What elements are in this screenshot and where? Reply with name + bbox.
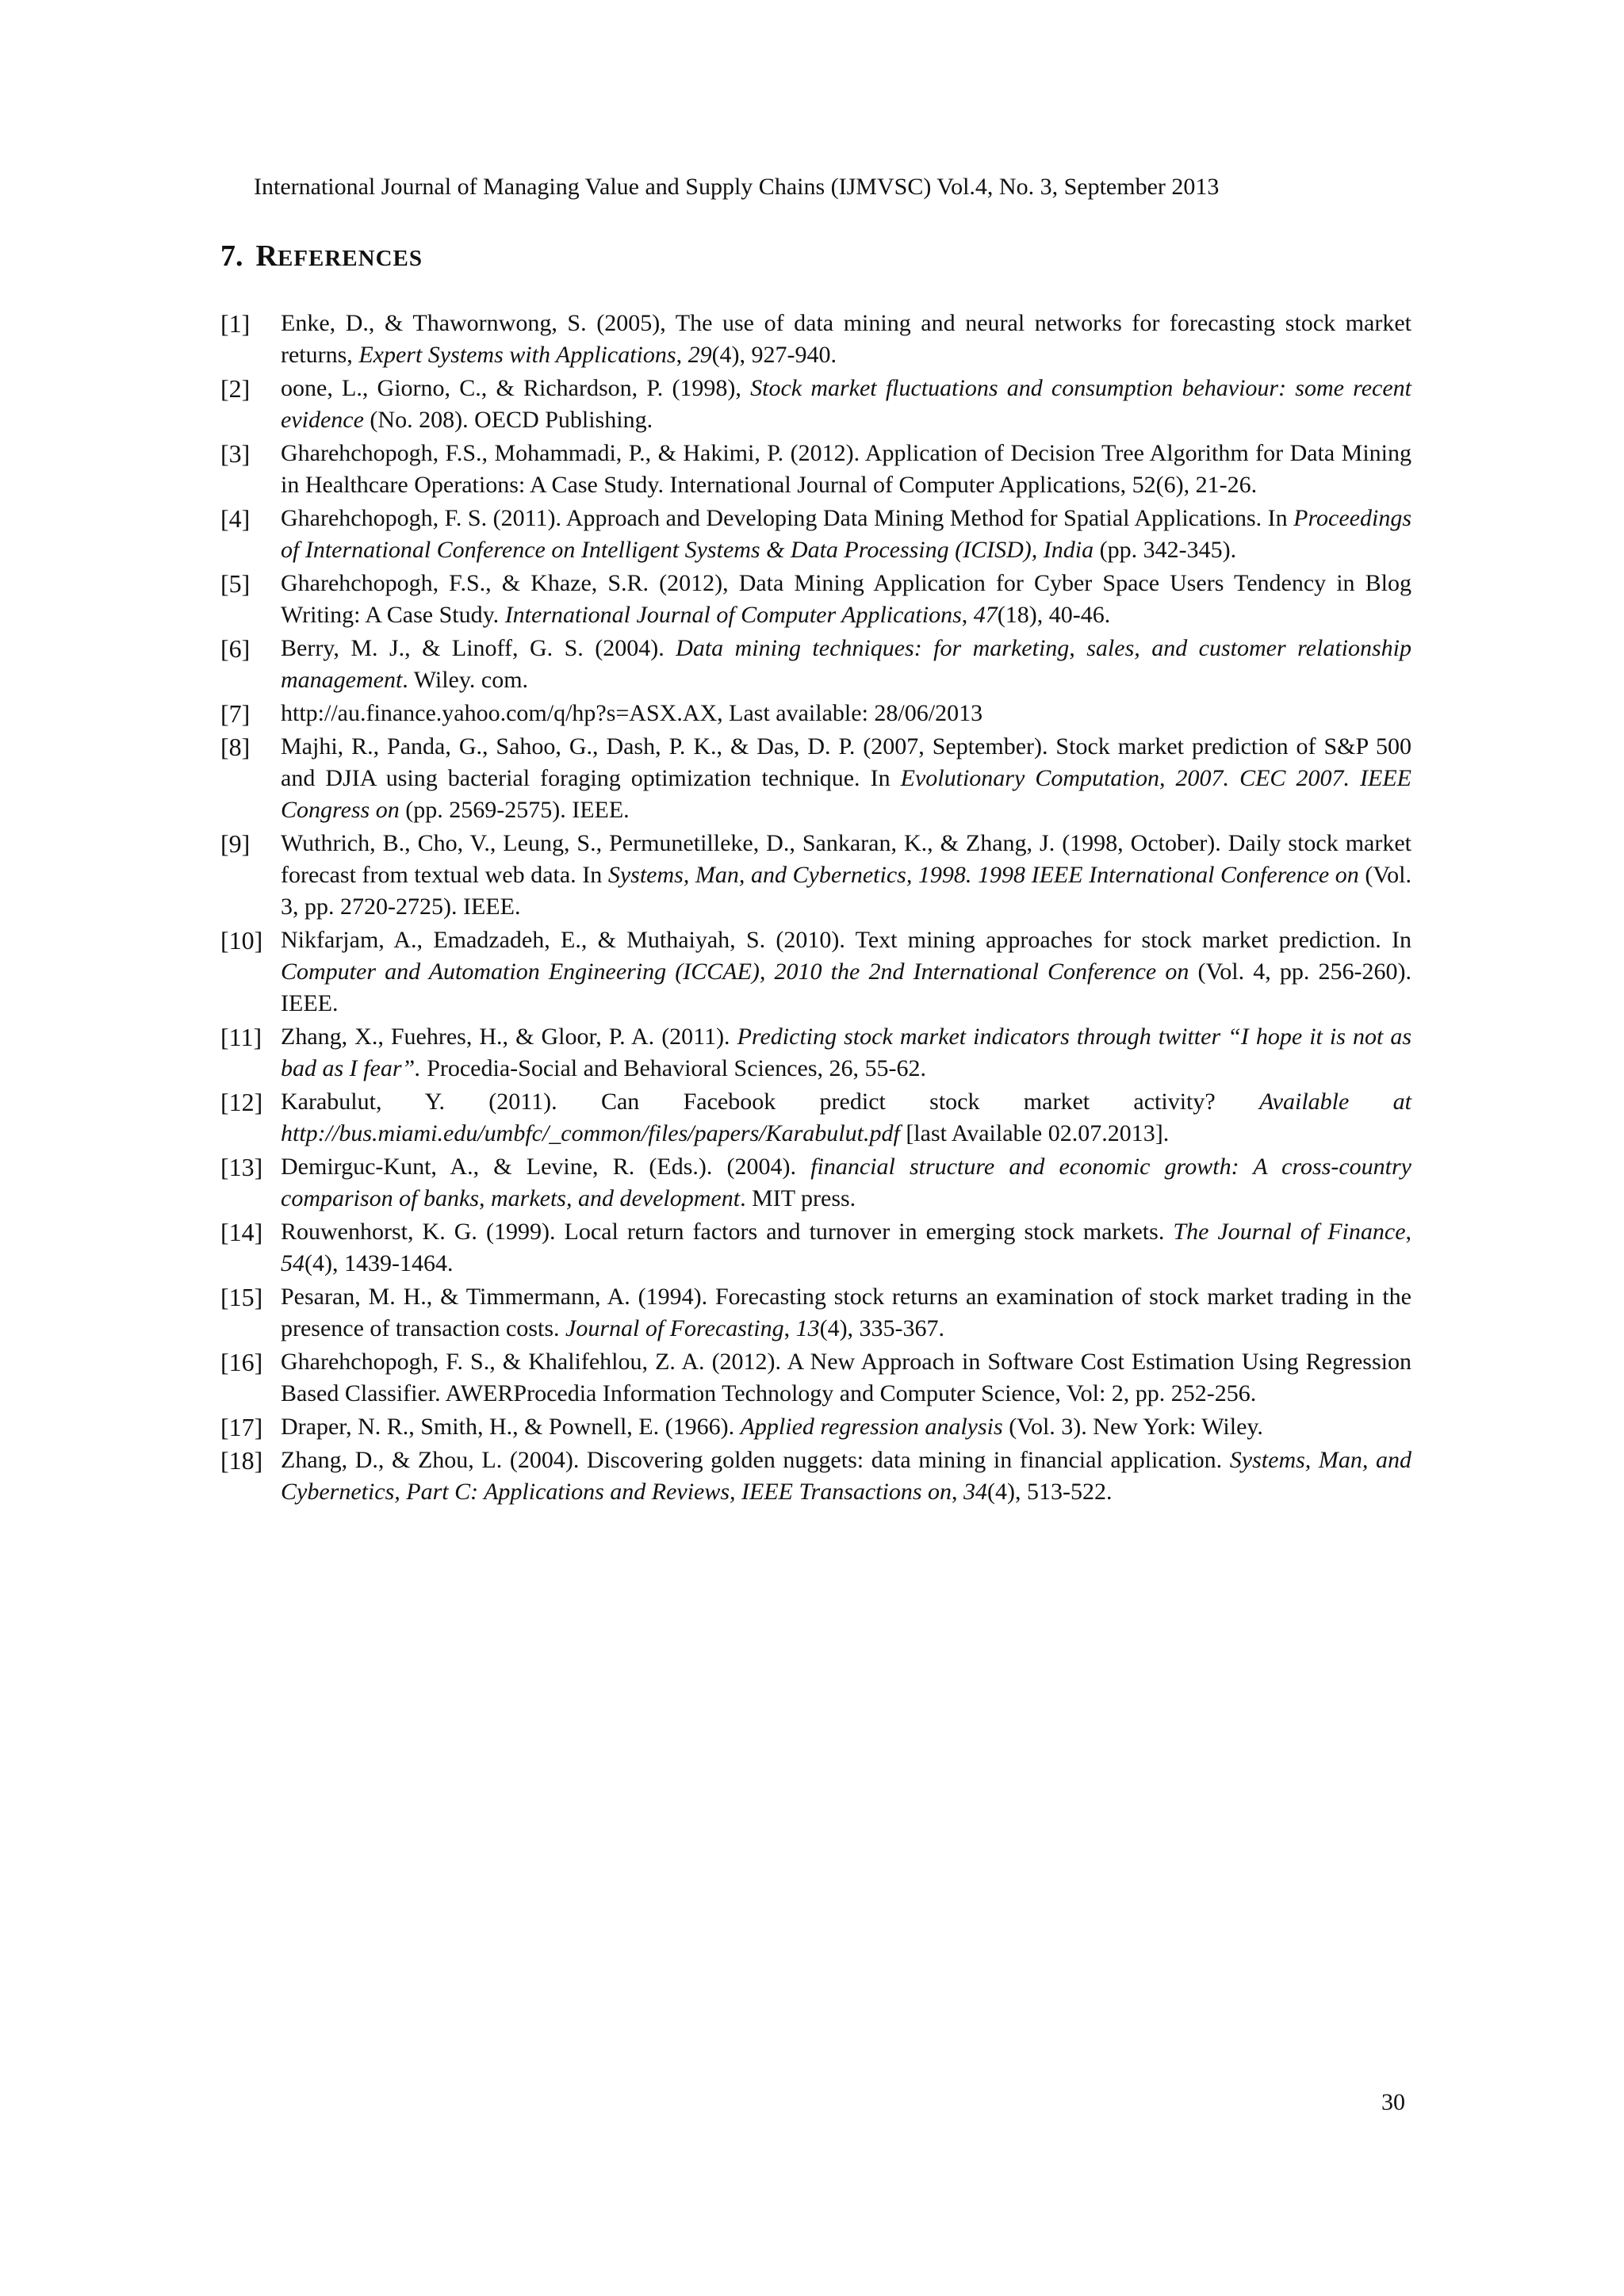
reference-number: [2] bbox=[220, 374, 251, 403]
reference-text: oone, L., Giorno, C., & Richardson, P. (1998), bbox=[281, 375, 751, 401]
reference-number: [10] bbox=[220, 926, 263, 955]
reference-text: , bbox=[783, 1315, 796, 1341]
section-title-rest: EFERENCES bbox=[277, 246, 423, 271]
reference-text: (Vol. 3). New York: Wiley. bbox=[1002, 1414, 1263, 1440]
reference-text: Karabulut, Y. (2011). Can Facebook predict stock market activity? bbox=[281, 1089, 1260, 1115]
reference-item bbox=[220, 1346, 1411, 1410]
reference-number: [15] bbox=[220, 1283, 263, 1311]
reference-italic-text: 29 bbox=[688, 342, 712, 368]
reference-text: http://au.finance.yahoo.com/q/hp?s=ASX.AX, Last available: 28/06/2013 bbox=[281, 700, 983, 726]
reference-italic-text: 13 bbox=[795, 1315, 820, 1341]
reference-item bbox=[220, 731, 1411, 826]
reference-italic-text: Data mining techniques: for marketing, sales, and customer relationship management bbox=[281, 635, 1411, 693]
reference-number: [4] bbox=[220, 504, 251, 533]
reference-item bbox=[220, 1445, 1411, 1508]
reference-text: Enke, D., & Thawornwong, S. (2005), The use of data mining and neural networks for forecasting stock market returns, bbox=[281, 310, 1411, 368]
reference-number: [11] bbox=[220, 1023, 262, 1051]
reference-text: Berry, M. J., & Linoff, G. S. (2004). bbox=[281, 635, 676, 661]
reference-italic-text: International Journal of Computer Applications bbox=[504, 602, 962, 628]
section-number: 7. bbox=[220, 239, 243, 273]
reference-item bbox=[220, 924, 1411, 1020]
reference-text: Zhang, D., & Zhou, L. (2004). Discovering golden nuggets: data mining in financial application. bbox=[281, 1447, 1230, 1473]
reference-text: (Vol. 4, pp. 256-260). IEEE. bbox=[281, 959, 1411, 1016]
reference-number: [18] bbox=[220, 1446, 263, 1475]
reference-item bbox=[220, 308, 1411, 371]
reference-number: [16] bbox=[220, 1348, 263, 1376]
reference-text: (Vol. 3, pp. 2720-2725). IEEE. bbox=[281, 862, 1412, 920]
reference-item bbox=[220, 1411, 1411, 1443]
reference-text: Demirguc-Kunt, A., & Levine, R. (Eds.). (2004). bbox=[281, 1154, 811, 1180]
reference-number: [17] bbox=[220, 1413, 263, 1441]
reference-italic-text: Systems, Man, and Cybernetics, Part C: Applications and Reviews, IEEE Transactions on bbox=[281, 1447, 1411, 1505]
reference-italic-text: The Journal of Finance bbox=[1173, 1219, 1406, 1245]
reference-text: Pesaran, M. H., & Timmermann, A. (1994). Forecasting stock returns an examination of stock market trading in the presence of transaction costs. bbox=[281, 1284, 1411, 1341]
reference-italic-text: 34 bbox=[963, 1479, 988, 1505]
reference-text: (4), 927-940. bbox=[711, 342, 837, 368]
reference-text: [last Available 02.07.2013]. bbox=[899, 1120, 1170, 1146]
reference-text: Gharehchopogh, F. S., & Khalifehlou, Z. A. (2012). A New Approach in Software Cost Estimation Using Regression Based Classifier. AWERProcedia Information Technology and Computer Science, Vol: 2, pp. 252-256. bbox=[281, 1349, 1411, 1406]
reference-text: (4), 1439-1464. bbox=[304, 1250, 454, 1276]
reference-number: [12] bbox=[220, 1088, 263, 1116]
reference-text: . MIT press. bbox=[740, 1185, 856, 1211]
reference-item bbox=[220, 438, 1411, 501]
reference-text: Rouwenhorst, K. G. (1999). Local return factors and turnover in emerging stock markets. bbox=[281, 1219, 1174, 1245]
reference-text: Gharehchopogh, F.S., Mohammadi, P., & Hakimi, P. (2012). Application of Decision Tree Algorithm for Data Mining in Healthcare Operations: A Case Study. International Journal of Computer Applications, 52(6), 21-26. bbox=[281, 440, 1411, 498]
reference-text: (18), 40-46. bbox=[997, 602, 1111, 628]
reference-number: [3] bbox=[220, 439, 251, 468]
reference-text: Majhi, R., Panda, G., Sahoo, G., Dash, P. K., & Das, D. P. (2007, September). Stock market prediction of S&P 500 and DJIA using bacterial foraging optimization technique. In bbox=[281, 733, 1411, 791]
reference-text: (4), 513-522. bbox=[987, 1479, 1113, 1505]
reference-italic-text: Journal of Forecasting bbox=[565, 1315, 784, 1341]
reference-item bbox=[220, 1021, 1411, 1085]
reference-italic-text: Systems, Man, and Cybernetics, 1998. 1998 IEEE International Conference on bbox=[607, 862, 1359, 888]
page-number: 30 bbox=[1381, 2089, 1405, 2115]
reference-list bbox=[220, 308, 1411, 1510]
reference-text: (pp. 342-345). bbox=[1094, 537, 1237, 563]
reference-text: (4), 335-367. bbox=[819, 1315, 945, 1341]
reference-text: Gharehchopogh, F.S., & Khaze, S.R. (2012), Data Mining Application for Cyber Space Users Tendency in Blog Writing: A Case Study. bbox=[281, 570, 1411, 628]
reference-item bbox=[220, 828, 1411, 923]
reference-text: Zhang, X., Fuehres, H., & Gloor, P. A. (2011). bbox=[281, 1024, 737, 1050]
reference-item bbox=[220, 1151, 1411, 1215]
reference-number: [8] bbox=[220, 733, 251, 761]
reference-number: [6] bbox=[220, 634, 251, 663]
reference-text: , bbox=[961, 602, 974, 628]
reference-text: Nikfarjam, A., Emadzadeh, E., & Muthaiyah, S. (2010). Text mining approaches for stock market prediction. In bbox=[281, 927, 1411, 953]
section-title-initial: R bbox=[255, 239, 278, 273]
reference-item bbox=[220, 503, 1411, 566]
reference-text: Procedia-Social and Behavioral Sciences, 26, 55-62. bbox=[420, 1055, 926, 1081]
reference-number: [1] bbox=[220, 309, 251, 338]
reference-italic-text: 47 bbox=[973, 602, 998, 628]
section-heading bbox=[220, 236, 423, 278]
reference-text: Draper, N. R., Smith, H., & Pownell, E. (1966). bbox=[281, 1414, 741, 1440]
reference-italic-text: Evolutionary Computation, 2007. CEC 2007. IEEE Congress on bbox=[281, 765, 1411, 823]
reference-italic-text: Proceedings of International Conference on Intelligent Systems & Data Processing (ICISD), India bbox=[281, 505, 1411, 563]
reference-number: [7] bbox=[220, 699, 251, 728]
reference-italic-text: financial structure and economic growth: A cross-country comparison of banks, markets, and development bbox=[281, 1154, 1411, 1211]
reference-italic-text: Computer and Automation Engineering (ICCAE), 2010 the 2nd International Conference on bbox=[281, 959, 1189, 985]
reference-item bbox=[220, 633, 1411, 696]
reference-italic-text: Stock market fluctuations and consumption behaviour: some recent evidence bbox=[281, 375, 1411, 433]
reference-italic-text: Available at http://bus.miami.edu/umbfc/_common/files/papers/Karabulut.pdf bbox=[281, 1089, 1411, 1146]
reference-italic-text: Applied regression analysis bbox=[740, 1414, 1003, 1440]
reference-item bbox=[220, 1281, 1411, 1345]
reference-number: [9] bbox=[220, 829, 251, 858]
reference-italic-text: Predicting stock market indicators through twitter “I hope it is not as bad as I fear”. bbox=[281, 1024, 1411, 1081]
reference-italic-text: Expert Systems with Applications bbox=[358, 342, 676, 368]
reference-text: , bbox=[1405, 1219, 1412, 1245]
reference-text: . Wiley. com. bbox=[402, 667, 529, 693]
reference-item bbox=[220, 1216, 1411, 1280]
reference-italic-text: 54 bbox=[281, 1250, 304, 1276]
reference-text: Gharehchopogh, F. S. (2011). Approach and Developing Data Mining Method for Spatial Applications. In bbox=[281, 505, 1294, 531]
reference-text: (pp. 2569-2575). IEEE. bbox=[399, 797, 630, 823]
reference-number: [5] bbox=[220, 569, 251, 598]
reference-item bbox=[220, 1086, 1411, 1150]
reference-number: [13] bbox=[220, 1153, 263, 1181]
reference-item bbox=[220, 373, 1411, 436]
running-header: International Journal of Managing Value and Supply Chains (IJMVSC) Vol.4, No. 3, September 2013 bbox=[254, 174, 1220, 200]
reference-item bbox=[220, 698, 1411, 729]
reference-number: [14] bbox=[220, 1218, 263, 1246]
reference-text: , bbox=[676, 342, 688, 368]
reference-text: (No. 208). OECD Publishing. bbox=[363, 407, 653, 433]
reference-text: , bbox=[952, 1479, 964, 1505]
reference-item bbox=[220, 568, 1411, 631]
reference-text: Wuthrich, B., Cho, V., Leung, S., Permunetilleke, D., Sankaran, K., & Zhang, J. (1998, October). Daily stock market forecast from textual web data. In bbox=[281, 830, 1411, 888]
